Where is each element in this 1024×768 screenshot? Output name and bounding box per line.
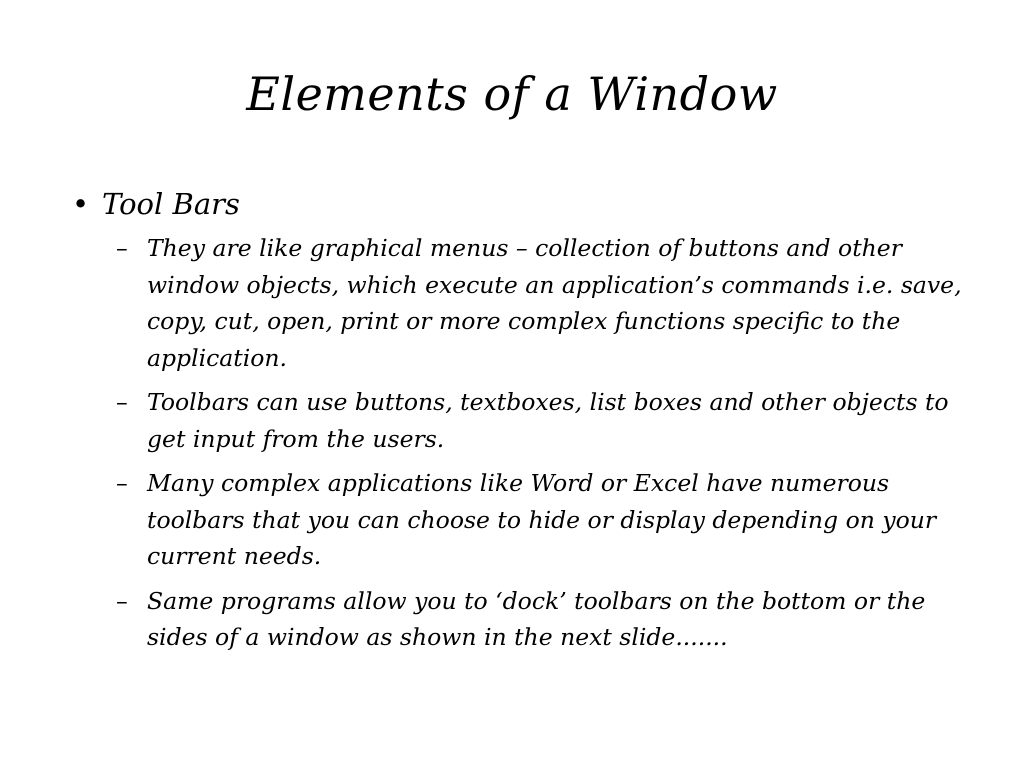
sub-bullet-item — [70, 230, 970, 376]
sub-bullet-text: Toolbars can use buttons, textboxes, list boxes and other objects to get input from the users. — [147, 388, 949, 453]
bullet-item-tool-bars — [70, 184, 970, 224]
sub-bullet-list — [70, 230, 970, 656]
dash-icon: – — [116, 469, 128, 497]
sub-bullet-text: They are like graphical menus – collection of buttons and other window objects, which execute an application’s commands i.e. save, copy, cut, open, print or more complex functions specific to the application. — [147, 234, 962, 372]
sub-bullet-item — [70, 583, 970, 656]
sub-bullet-text: Many complex applications like Word or Excel have numerous toolbars that you can choose to hide or display depending on your current needs. — [147, 469, 937, 570]
sub-bullet-text: Same programs allow you to ‘dock’ toolbars on the bottom or the sides of a window as shown in the next slide....... — [147, 586, 926, 651]
slide-title: Elements of a Window — [246, 67, 778, 121]
bullet-icon: • — [72, 187, 90, 221]
dash-icon: – — [116, 586, 128, 615]
slide-content — [70, 184, 970, 664]
dash-icon: – — [116, 234, 128, 262]
bullet-label: Tool Bars — [102, 187, 240, 221]
sub-bullet-item — [70, 384, 970, 457]
dash-icon: – — [116, 388, 128, 416]
sub-bullet-item — [70, 465, 970, 575]
